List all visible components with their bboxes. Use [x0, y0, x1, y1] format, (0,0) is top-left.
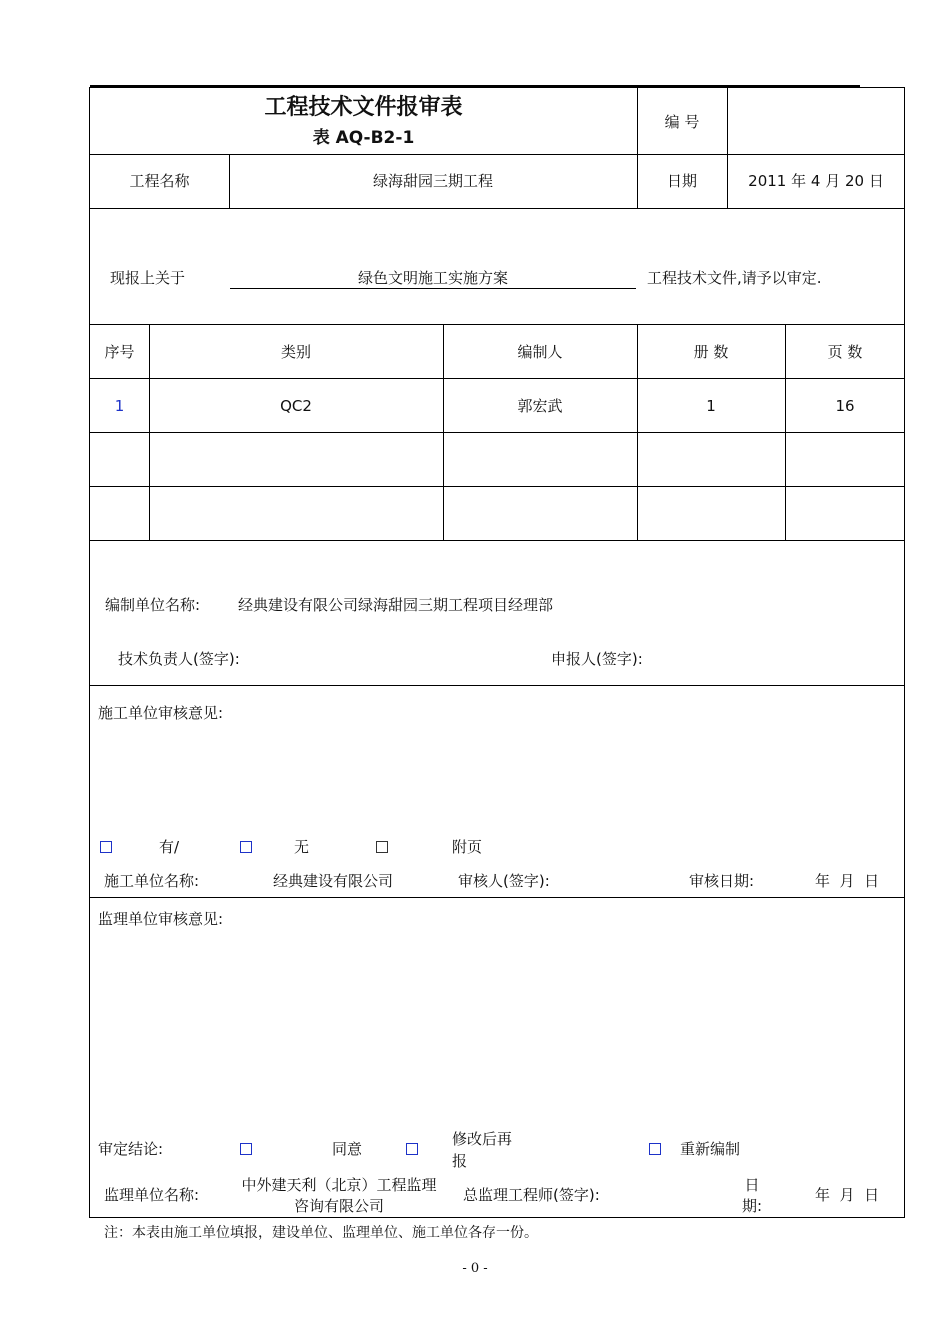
option-agree-label: 同意	[332, 1140, 363, 1158]
supervisor-unit-value: 中外建天利（北京）工程监理咨询有限公司	[241, 1176, 437, 1215]
divider	[90, 540, 905, 541]
number-label: 编 号	[664, 113, 700, 131]
compiler-unit-label: 编制单位名称:	[105, 596, 201, 614]
col-header-volumes: 册 数	[693, 343, 729, 361]
review-date-value: 年 月 日	[815, 872, 880, 890]
applicant-signature: 申报人(签字):	[551, 650, 643, 668]
divider	[90, 154, 905, 155]
submission-subject: 绿色文明施工实施方案	[230, 269, 636, 289]
table-cell: QC2	[280, 397, 312, 415]
submission-suffix: 工程技术文件,请予以审定.	[647, 269, 822, 287]
checkbox-attachment[interactable]	[376, 841, 388, 853]
divider	[90, 208, 905, 209]
col-header-index: 序号	[104, 343, 135, 361]
divider	[727, 88, 728, 208]
checkbox-agree[interactable]	[240, 1143, 252, 1155]
table-cell: 郭宏武	[517, 397, 563, 415]
form-code: 表 AQ-B2-1	[312, 128, 415, 148]
option-revise-label: 修改后再报	[452, 1130, 513, 1170]
supervisor-unit-label: 监理单位名称:	[104, 1186, 200, 1204]
table-cell: 1	[706, 397, 716, 415]
col-header-author: 编制人	[517, 343, 563, 361]
option-no-label: 无	[294, 838, 310, 856]
date-value: 2011 年 4 月 20 日	[748, 172, 884, 190]
col-header-category: 类别	[280, 343, 311, 361]
option-attachment-label: 附页	[452, 838, 483, 856]
submission-prefix: 现报上关于	[110, 269, 186, 287]
option-yes-label: 有/	[159, 838, 180, 856]
checkbox-yes[interactable]	[100, 841, 112, 853]
footer-note: 注：本表由施工单位填报，建设单位、监理单位、施工单位各存一份。	[104, 1225, 538, 1241]
divider	[90, 685, 905, 686]
tech-lead-signature: 技术负责人(签字):	[118, 650, 240, 668]
project-name-value: 绿海甜园三期工程	[372, 172, 493, 190]
conclusion-label: 审定结论:	[98, 1140, 164, 1158]
divider	[90, 897, 905, 898]
compiler-unit-value: 经典建设有限公司绿海甜园三期工程项目经理部	[238, 596, 554, 614]
col-header-pages: 页 数	[827, 343, 863, 361]
chief-supervisor-signature: 总监理工程师(签字):	[463, 1186, 600, 1204]
supervisor-opinion-label: 监理单位审核意见:	[98, 910, 224, 928]
divider	[90, 432, 905, 433]
table-cell: 1	[114, 397, 125, 415]
date-label: 日期	[666, 172, 697, 190]
checkbox-no[interactable]	[240, 841, 252, 853]
divider	[637, 88, 638, 208]
supervisor-date-label: 日期:	[741, 1176, 763, 1215]
supervisor-date-value: 年 月 日	[815, 1186, 880, 1204]
checkbox-redo[interactable]	[649, 1143, 661, 1155]
contractor-unit-value: 经典建设有限公司	[273, 872, 394, 890]
page-number: - 0 -	[462, 1261, 488, 1276]
divider	[90, 324, 905, 325]
divider	[90, 378, 905, 379]
reviewer-signature: 审核人(签字):	[458, 872, 550, 890]
divider	[90, 486, 905, 487]
table-cell: 16	[835, 397, 855, 415]
checkbox-revise[interactable]	[406, 1143, 418, 1155]
contractor-unit-label: 施工单位名称:	[104, 872, 200, 890]
contractor-opinion-label: 施工单位审核意见:	[98, 704, 224, 722]
review-date-label: 审核日期:	[689, 872, 755, 890]
option-redo-label: 重新编制	[680, 1140, 741, 1158]
project-name-label: 工程名称	[129, 172, 190, 190]
form-title: 工程技术文件报审表	[264, 95, 463, 120]
